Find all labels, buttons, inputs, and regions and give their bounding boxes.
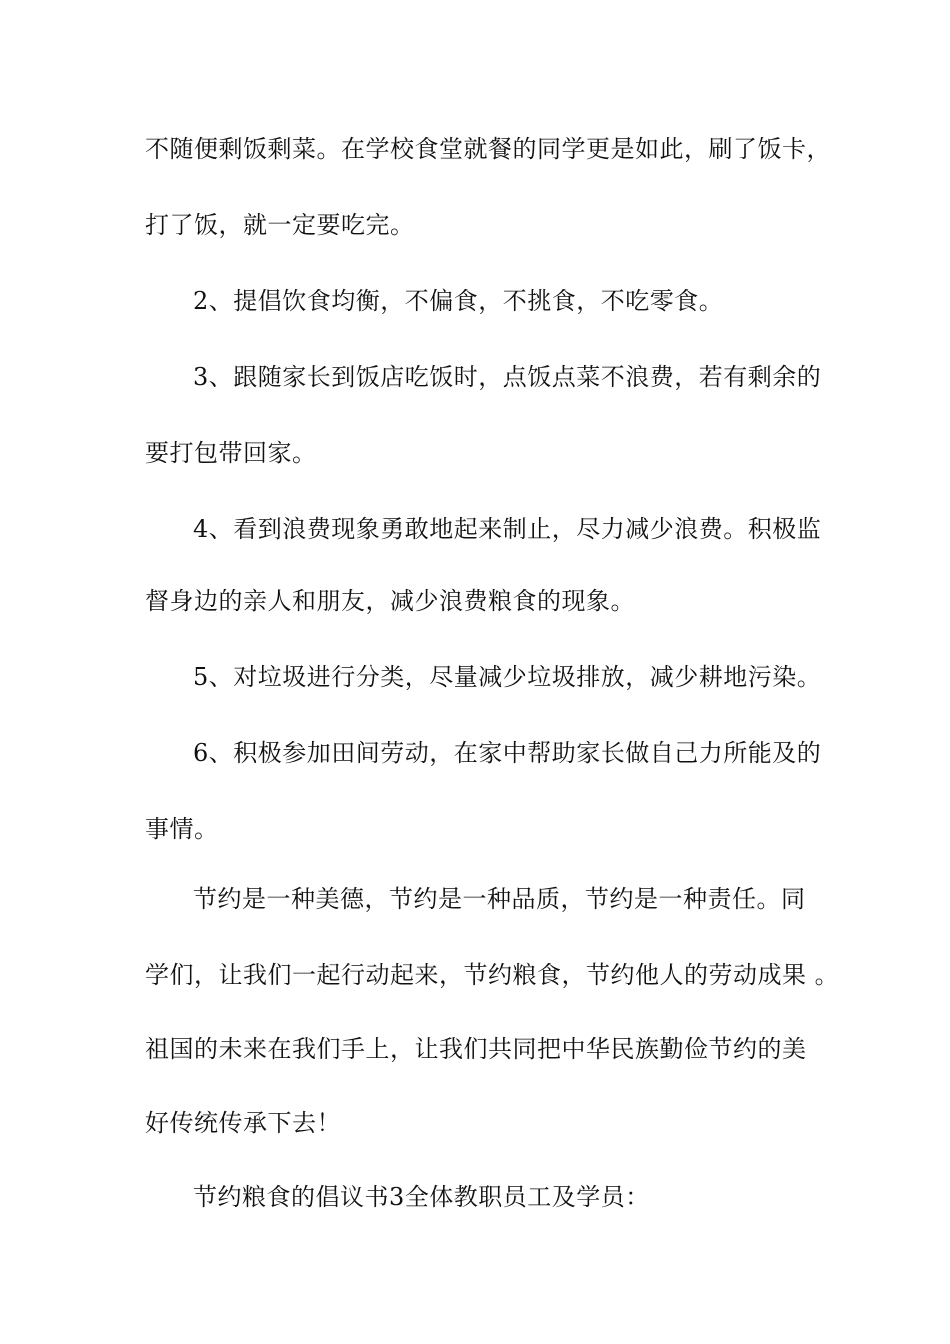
section-heading: 节约粮食的倡议书3全体教职员工及学员： bbox=[193, 1183, 650, 1211]
list-item-2: 2、提倡饮食均衡，不偏食，不挑食，不吃零食。 bbox=[193, 287, 724, 315]
paragraph-conclusion: 节约是一种美德，节约是一种品质，节约是一种责任。同 bbox=[193, 885, 806, 913]
text-line: 祖国的未来在我们手上，让我们共同把中华民族勤俭节约的美 bbox=[145, 1035, 807, 1063]
text-line: 不随便剩饭剩菜。在学校食堂就餐的同学更是如此，刷了饭卡， bbox=[145, 135, 831, 163]
text-line: 要打包带回家。 bbox=[145, 439, 317, 467]
list-item-5: 5、对垃圾进行分类，尽量减少垃圾排放，减少耕地污染。 bbox=[193, 663, 822, 691]
text-line: 好传统传承下去！ bbox=[145, 1109, 341, 1137]
text-line: 打了饭，就一定要吃完。 bbox=[145, 211, 415, 239]
text-line: 督身边的亲人和朋友，减少浪费粮食的现象。 bbox=[145, 587, 635, 615]
text-line: 事情。 bbox=[145, 815, 219, 843]
list-item-4: 4、看到浪费现象勇敢地起来制止，尽力减少浪费。积极监 bbox=[193, 515, 822, 543]
list-item-6: 6、积极参加田间劳动，在家中帮助家长做自己力所能及的 bbox=[193, 739, 822, 767]
text-line: 学们，让我们一起行动起来，节约粮食，节约他人的劳动成果 。 bbox=[145, 961, 840, 989]
list-item-3: 3、跟随家长到饭店吃饭时，点饭点菜不浪费，若有剩余的 bbox=[193, 363, 822, 391]
